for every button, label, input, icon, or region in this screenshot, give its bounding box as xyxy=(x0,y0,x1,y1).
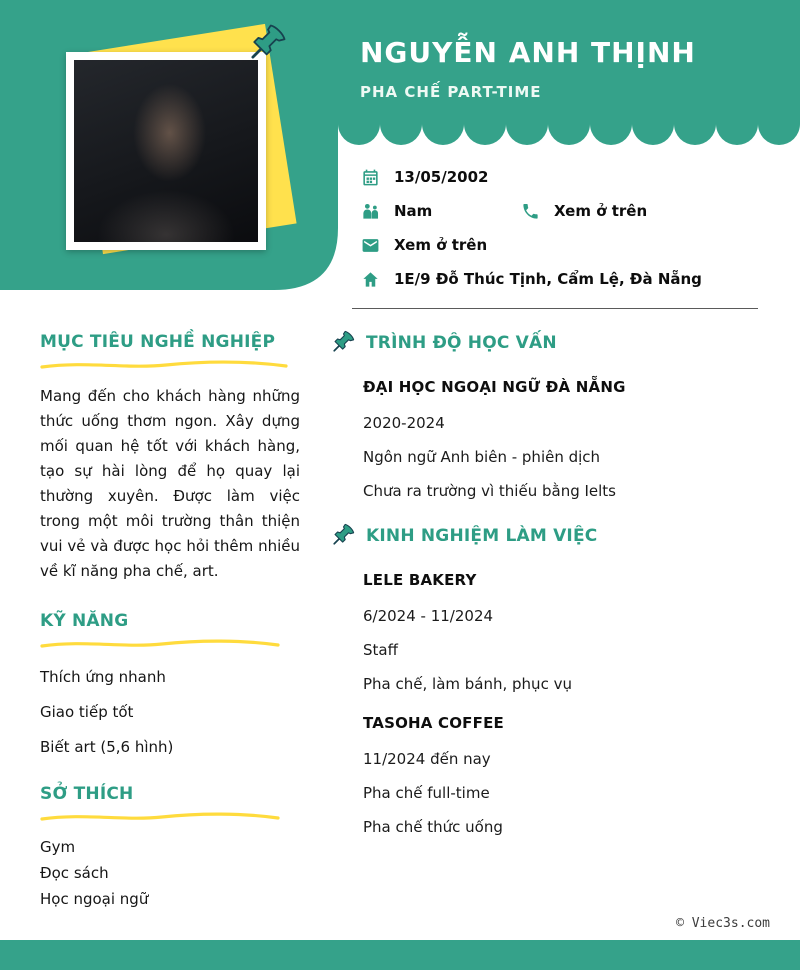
objective-section xyxy=(40,332,300,584)
profile-photo xyxy=(74,60,258,242)
education-note: Chưa ra trường vì thiếu bằng Ielts xyxy=(363,482,617,500)
skills-list xyxy=(40,667,300,757)
gender-value: Nam xyxy=(394,202,433,220)
education-years: 2020-2024 xyxy=(363,414,445,432)
job-title: PHA CHẾ PART-TIME xyxy=(360,83,542,101)
left-column xyxy=(40,332,300,915)
pushpin-icon xyxy=(330,521,357,552)
experience-heading-row xyxy=(330,521,768,551)
pushpin-icon xyxy=(330,328,357,359)
yellow-underline xyxy=(40,359,288,371)
objective-heading: MỤC TIÊU NGHỀ NGHIỆP xyxy=(40,332,276,352)
job-period: 11/2024 đến nay xyxy=(363,750,491,768)
address-value: 1E/9 Đỗ Thúc Tịnh, Cẩm Lệ, Đà Nẵng xyxy=(394,270,702,288)
calendar-icon xyxy=(360,167,380,187)
experience-heading: KINH NGHIỆM LÀM VIỆC xyxy=(366,526,598,546)
education-heading: TRÌNH ĐỘ HỌC VẤN xyxy=(366,333,557,353)
page-title: NGUYỄN ANH THỊNH xyxy=(360,36,696,69)
dob-value: 13/05/2002 xyxy=(394,168,489,186)
right-column xyxy=(330,328,768,851)
job-role: Pha chế full-time xyxy=(363,784,490,802)
email-value: Xem ở trên xyxy=(394,236,488,254)
job-company: LELE BAKERY xyxy=(363,571,477,589)
education-heading-row xyxy=(330,328,768,358)
envelope-icon xyxy=(360,235,380,255)
skills-section xyxy=(40,611,300,757)
contact-row-dob xyxy=(360,166,764,188)
header-text-block xyxy=(360,36,780,101)
skills-heading: KỸ NĂNG xyxy=(40,611,129,631)
job-desc: Pha chế, làm bánh, phục vụ xyxy=(363,675,572,693)
job-entry xyxy=(363,571,768,694)
job-entry xyxy=(363,714,768,837)
experience-block xyxy=(363,571,768,837)
gender-icon xyxy=(360,201,380,221)
contact-row-address xyxy=(360,268,764,290)
contact-section xyxy=(360,166,764,302)
phone-icon xyxy=(520,201,540,221)
contact-divider xyxy=(352,308,758,309)
hobbies-section xyxy=(40,784,300,909)
hobby-item: Học ngoại ngữ xyxy=(40,890,149,908)
yellow-underline xyxy=(40,811,280,823)
photo-frame xyxy=(66,52,266,250)
home-icon xyxy=(360,269,380,289)
yellow-underline xyxy=(40,638,280,650)
job-period: 6/2024 - 11/2024 xyxy=(363,607,494,625)
skill-item: Biết art (5,6 hình) xyxy=(40,738,174,756)
education-major: Ngôn ngữ Anh biên - phiên dịch xyxy=(363,448,601,466)
contact-row-email xyxy=(360,234,764,256)
hobby-item: Đọc sách xyxy=(40,864,109,882)
contact-row-gender-phone xyxy=(360,200,764,222)
hobby-item: Gym xyxy=(40,838,76,856)
hobbies-heading: SỞ THÍCH xyxy=(40,784,134,804)
skill-item: Giao tiếp tốt xyxy=(40,703,134,721)
job-desc: Pha chế thức uống xyxy=(363,818,503,836)
education-school: ĐẠI HỌC NGOẠI NGỮ ĐÀ NẴNG xyxy=(363,378,626,396)
footer-bar xyxy=(0,940,800,970)
skill-item: Thích ứng nhanh xyxy=(40,668,166,686)
gender-group xyxy=(360,201,520,221)
phone-group xyxy=(520,201,647,221)
footer-credit: © Viec3s.com xyxy=(676,916,770,931)
job-role: Staff xyxy=(363,641,398,659)
objective-text: Mang đến cho khách hàng những thức uống thơm ngon. Xây dựng mối quan hệ tốt với khách hàng, tạo sự hài lòng để họ quay lại thường xuyên. Được làm việc trong một môi trường thân thiện vui vẻ và được học hỏi thêm nhiều về kĩ năng pha chế, art. xyxy=(40,387,300,580)
pushpin-icon xyxy=(246,20,290,64)
job-company: TASOHA COFFEE xyxy=(363,714,504,732)
phone-value: Xem ở trên xyxy=(554,202,648,220)
hobbies-list xyxy=(40,837,300,909)
education-block xyxy=(363,378,768,501)
